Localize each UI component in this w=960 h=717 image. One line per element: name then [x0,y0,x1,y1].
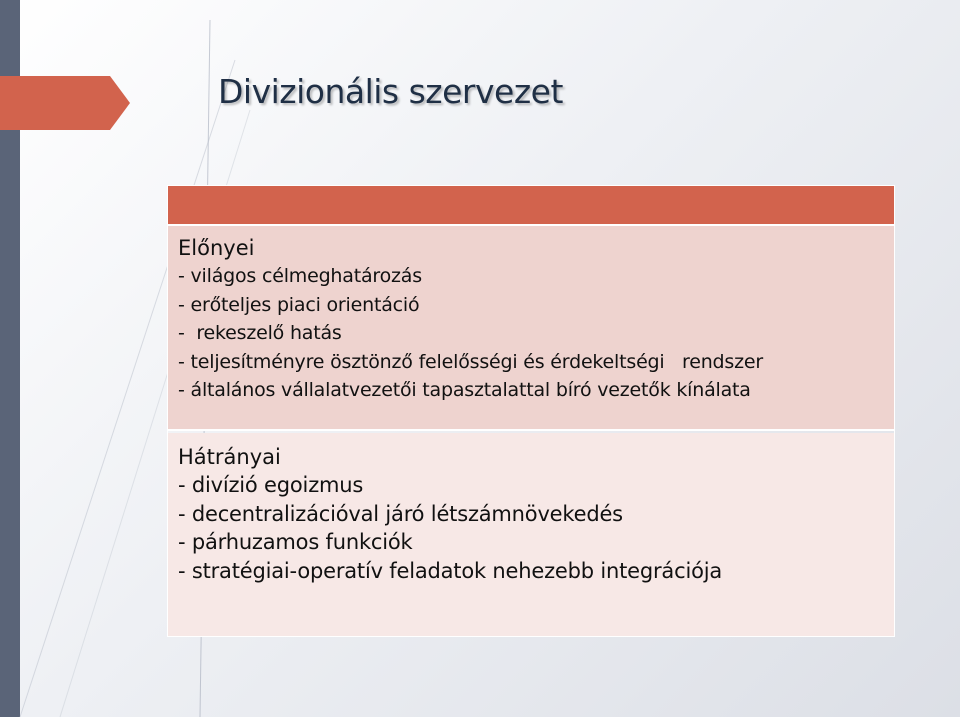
list-item: - divízió egoizmus [178,473,364,497]
comparison-table [168,186,894,636]
list-item: - decentralizációval járó létszámnövekedés [178,501,623,526]
advantages-cell [168,226,894,431]
list-item: - rekeszelő hatás [178,322,342,344]
list-item: - általános vállalatvezetői tapasztalattal bíró vezetők kínálata [178,379,751,401]
list-item: - párhuzamos funkciók [178,530,413,554]
advantages-list [178,262,894,405]
list-item: - stratégiai-operatív feladatok nehezebb integrációja [178,558,723,583]
list-item: - erőteljes piaci orientáció [178,293,420,316]
advantages-heading: Előnyei [178,236,255,260]
title-arrow-shape [0,76,130,130]
list-item: - világos célmeghatározás [178,265,422,287]
disadvantages-heading: Hátrányai [178,445,281,469]
disadvantages-list [178,471,894,585]
list-item: - teljesítményre ösztönző felelősségi és érdekeltségi rendszer [178,350,763,373]
table-header-bar [168,186,894,226]
slide-title: Divizionális szervezet [218,72,563,111]
disadvantages-cell [168,433,894,636]
